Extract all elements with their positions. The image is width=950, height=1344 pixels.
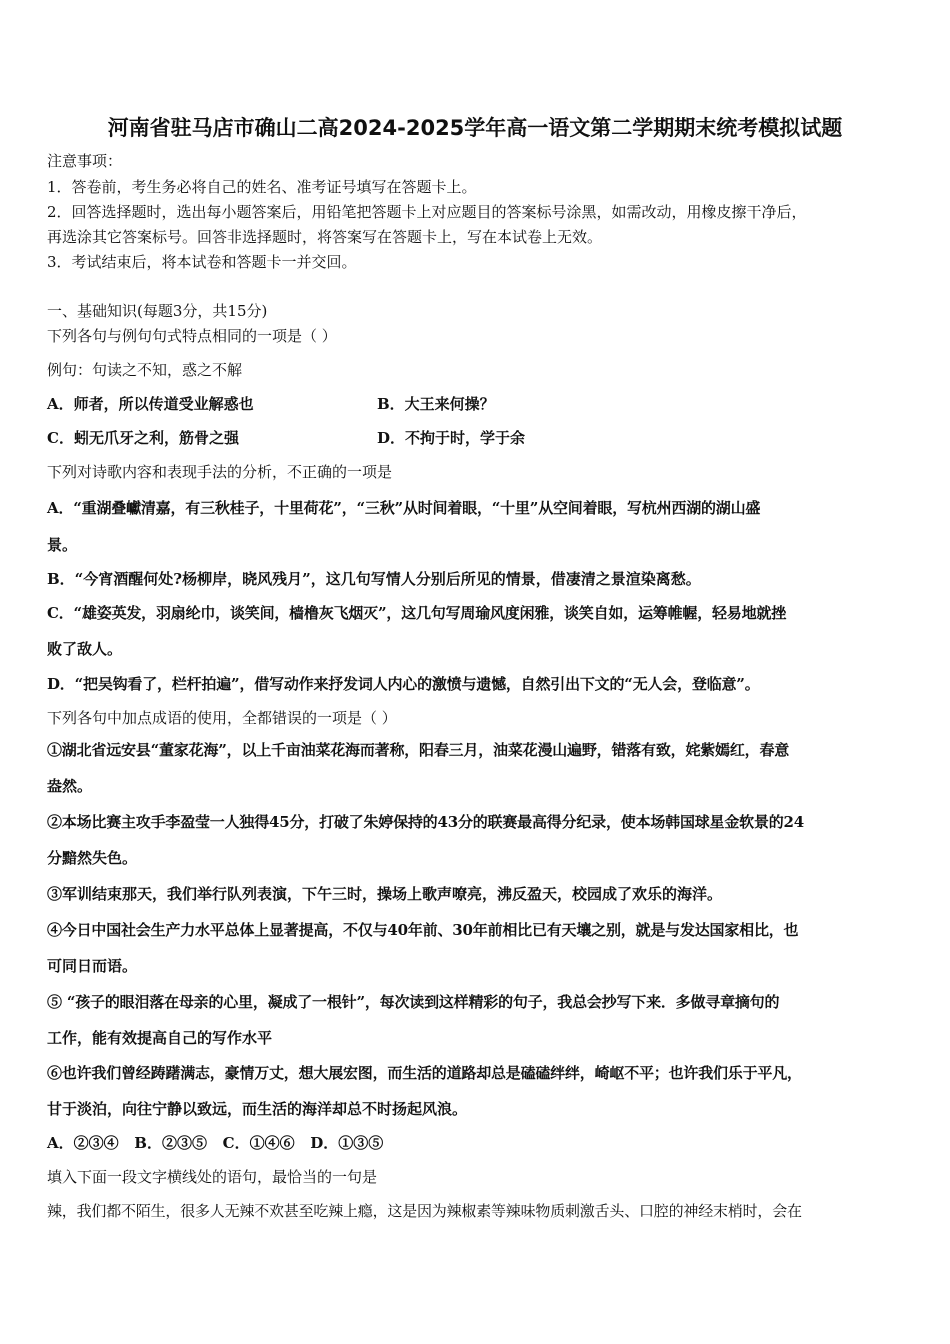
q3-options: A．②③④ B．②③⑤ C．①④⑥ D．①③⑤ <box>47 1134 384 1152</box>
q3-sentence-3: ③军训结束那天，我们举行队列表演，下午三时，操场上歌声嘹亮，沸反盈天，校园成了欢乐的海洋。 <box>47 885 723 903</box>
q2-option-d: D．“把吴钩看了，栏杆拍遍”，借写动作来抒发词人内心的激愤与遗憾，自然引出下文的“无人会，登临意”。 <box>47 675 760 693</box>
section-heading: 一、基础知识(每题3分，共15分) <box>47 302 268 320</box>
q3-sentence-1: ①湖北省远安县“董家花海”，以上千亩油菜花海而著称，阳春三月，油菜花漫山遍野，错落有致，姹紫嫣红，春意 <box>47 741 790 759</box>
q1-example: 例句：句读之不知，惑之不解 <box>47 361 243 379</box>
notice-item: 再选涂其它答案标号。回答非选择题时，将答案写在答题卡上，写在本试卷上无效。 <box>47 228 603 246</box>
q3-sentence-4: ④今日中国社会生产力水平总体上显著提高，不仅与40年前、30年前相比已有天壤之别，就是与发达国家相比，也 <box>47 921 799 939</box>
q2-option-c-cont: 败了敌人。 <box>47 640 123 658</box>
q4-passage: 辣，我们都不陌生，很多人无辣不欢甚至吃辣上瘾，这是因为辣椒素等辣味物质刺激舌头、口腔的神经末梢时，会在 <box>47 1202 802 1220</box>
q3-sentence-2-cont: 分黯然失色。 <box>47 849 138 867</box>
notice-item: 3．考试结束后，将本试卷和答题卡一并交回。 <box>47 253 357 271</box>
q3-sentence-5: ⑤ “孩子的眼泪落在母亲的心里，凝成了一根针”，每次读到这样精彩的句子，我总会抄写下来．多做寻章摘句的 <box>47 993 780 1011</box>
q2-option-a: A．“重湖叠巘清嘉，有三秋桂子，十里荷花”，“三秋”从时间着眼，“十里”从空间着眼，写杭州西湖的湖山盛 <box>47 499 761 517</box>
notice-item: 1．答卷前，考生务必将自己的姓名、准考证号填写在答题卡上。 <box>47 178 477 196</box>
notice-item: 2．回答选择题时，选出每小题答案后，用铅笔把答题卡上对应题目的答案标号涂黑，如需改动，用橡皮擦干净后， <box>47 203 807 221</box>
q3-stem: 下列各句中加点成语的使用，全都错误的一项是（ ） <box>47 709 397 727</box>
q3-sentence-6: ⑥也许我们曾经踌躇满志，豪情万丈，想大展宏图，而生活的道路却总是磕磕绊绊，崎岖不平；也许我们乐于平凡， <box>47 1064 802 1082</box>
q1-option-d: D．不拘于时，学于余 <box>377 429 526 447</box>
q4-stem: 填入下面一段文字横线处的语句，最恰当的一句是 <box>47 1168 378 1186</box>
notice-heading: 注意事项： <box>47 152 123 170</box>
q2-option-a-cont: 景。 <box>47 536 78 554</box>
q3-sentence-1-cont: 盎然。 <box>47 777 93 795</box>
q3-sentence-6-cont: 甘于淡泊，向往宁静以致远，而生活的海洋却总不时扬起风浪。 <box>47 1100 468 1118</box>
q3-sentence-4-cont: 可同日而语。 <box>47 957 138 975</box>
q2-option-c: C．“雄姿英发，羽扇纶巾，谈笑间，樯橹灰飞烟灭”，这几句写周瑜风度闲雅，谈笑自如，运筹帷幄，轻易地就挫 <box>47 604 786 622</box>
q1-option-c: C．蚓无爪牙之利，筋骨之强 <box>47 429 239 447</box>
q1-option-a: A．师者，所以传道受业解惑也 <box>47 395 254 413</box>
q3-sentence-5-cont: 工作，能有效提高自己的写作水平 <box>47 1029 273 1047</box>
q2-stem: 下列对诗歌内容和表现手法的分析，不正确的一项是 <box>47 463 393 481</box>
q1-option-b: B．大王来何操？ <box>377 395 495 413</box>
q1-stem: 下列各句与例句句式特点相同的一项是（ ） <box>47 327 337 345</box>
q2-option-b: B．“今宵酒醒何处?杨柳岸，晓风残月”，这几句写情人分别后所见的情景，借凄清之景渲染离愁。 <box>47 570 701 588</box>
q3-sentence-2: ②本场比赛主攻手李盈莹一人独得45分，打破了朱婷保持的43分的联赛最高得分纪录，使本场韩国球星金软景的24 <box>47 813 805 831</box>
exam-title: 河南省驻马店市确山二高2024-2025学年高一语文第二学期期末统考模拟试题 <box>107 116 843 140</box>
